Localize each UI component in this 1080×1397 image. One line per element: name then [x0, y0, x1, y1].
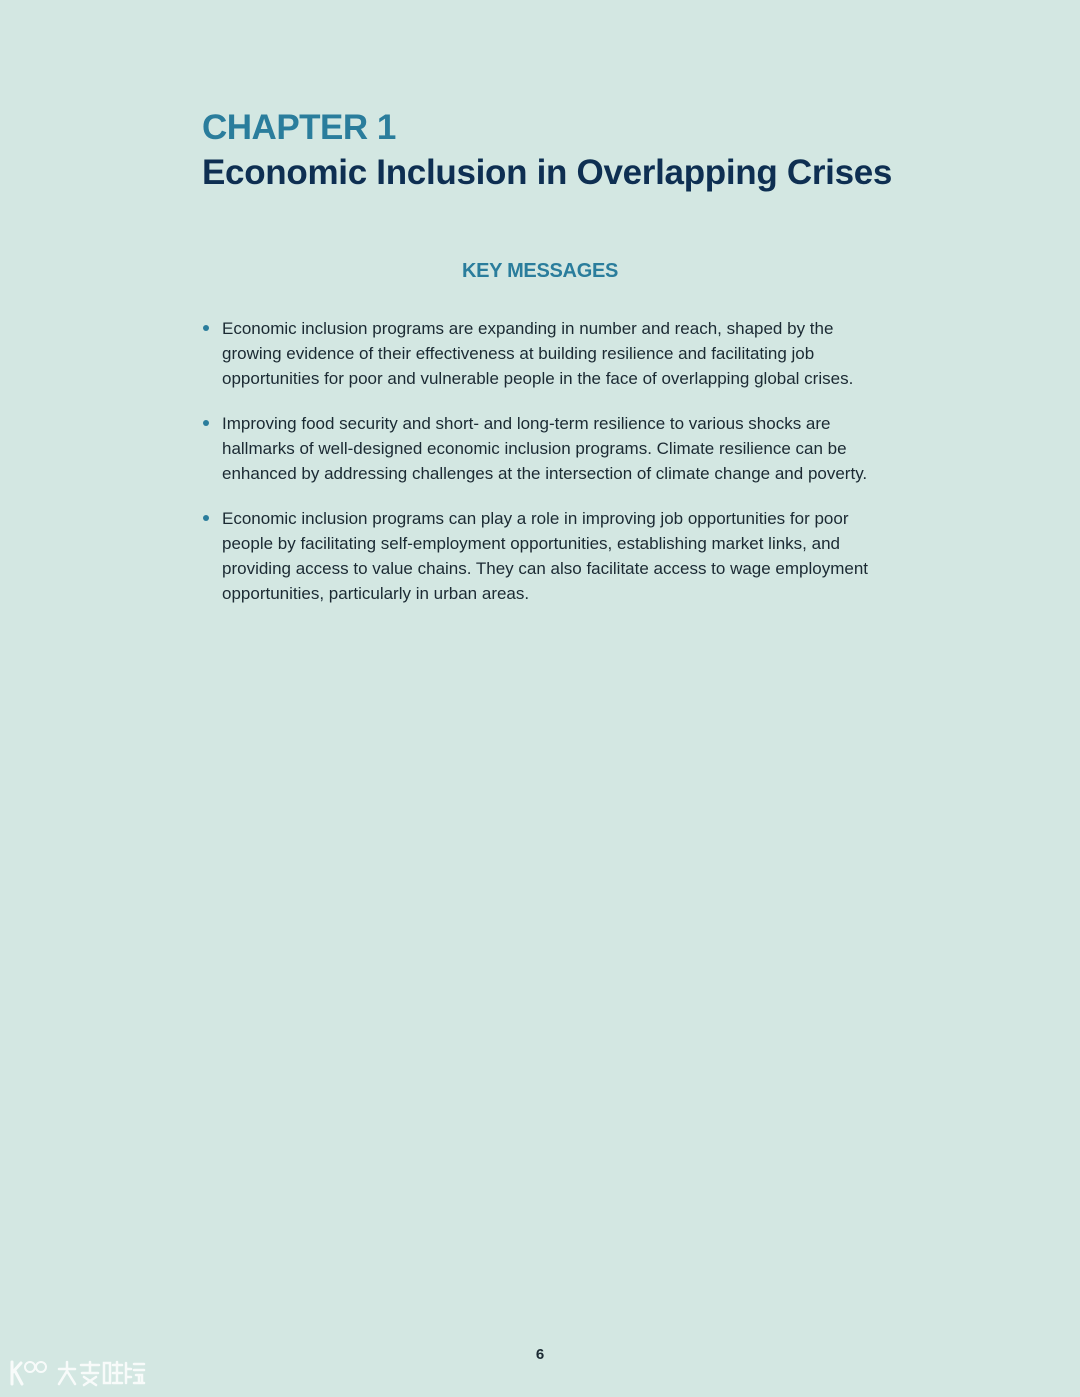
key-message-item — [202, 411, 892, 486]
chapter-label: CHAPTER 1 — [202, 108, 396, 147]
bullet-icon — [203, 325, 209, 331]
key-messages-heading: KEY MESSAGES — [461, 260, 619, 282]
key-message-text: Economic inclusion programs can play a role in improving job opportunities for poor people by facilitating self-employment opportunities, establishing market links, and providing access to value chains. They can also facilitate access to wage employment opportunities, particularly in urban areas. — [222, 509, 869, 603]
bullet-icon — [203, 515, 209, 521]
key-messages-list — [202, 316, 892, 626]
page-number: 6 — [535, 1346, 545, 1363]
bullet-icon — [203, 420, 209, 426]
key-message-text: Improving food security and short- and long-term resilience to various shocks are hallmarks of well-designed economic inclusion programs. Climate resilience can be enhanced by addressing challenges at the intersection of climate change and poverty. — [222, 414, 868, 483]
key-message-item — [202, 506, 892, 606]
watermark-logo-icon — [8, 1358, 50, 1388]
key-message-text: Economic inclusion programs are expanding in number and reach, shaped by the growing evidence of their effectiveness at building resilience and facilitating job opportunities for poor and vulnerable people in the face of overlapping global crises. — [222, 319, 854, 388]
chapter-title: Economic Inclusion in Overlapping Crises — [202, 153, 893, 192]
key-message-item — [202, 316, 892, 391]
watermark-text-mark — [56, 1359, 146, 1387]
watermark — [8, 1358, 146, 1388]
